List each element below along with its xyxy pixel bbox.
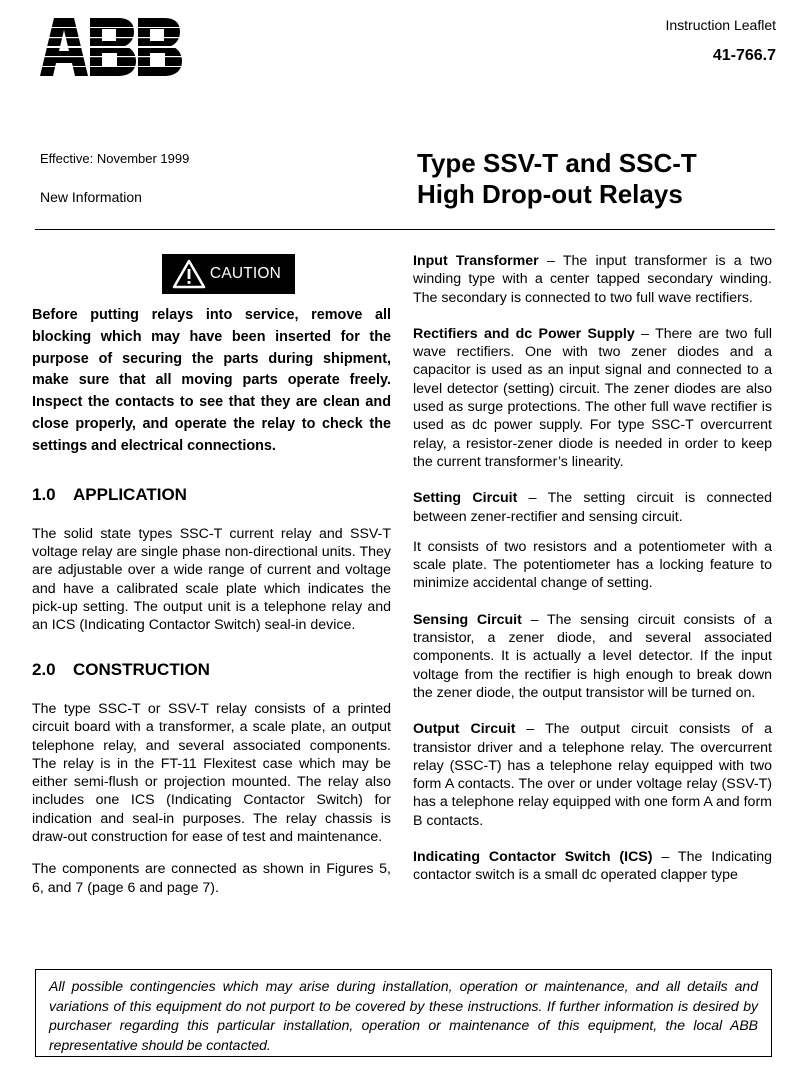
description: – The sensing circuit consists of a transistor, a zener diode, and several associated components. It is actually a level detector. If the input voltage from the rectifier is high enough to break down the zener diode, the output transistor will be turned on. [413,611,772,701]
abb-logo [40,18,182,76]
caution-banner [162,254,295,294]
paragraph-rectifiers [413,325,772,471]
description: – The output circuit consists of a transistor driver and a telephone relay. The overcurrent relay (SSC-T) has a telephone relay equipped with two form A contacts. The over or under voltage relay (SSV-T) has a telephone relay equipped with one form A and form B contacts. [413,721,772,829]
paragraph-ics [413,848,772,885]
term: Sensing Circuit [413,611,522,628]
term: Output Circuit [413,721,516,738]
page-title [417,148,697,210]
caution-label: CAUTION [209,264,282,282]
section-heading-construction [32,661,391,679]
new-information-label: New Information [40,189,142,205]
term: Input Transformer [413,253,539,269]
disclaimer-box: All possible contingencies which may arise during installation, operation or maintenance, and all details and variations of this equipment do not purport to be covered by these instructions. If further information is desired by purchaser regarding this particular installation, operation or maintenance of this equipment, the local ABB representative should be contacted. [35,969,772,1057]
application-paragraph: The solid state types SSC-T current relay and SSV-T voltage relay are single phase non-directional units. They are adjustable over a wide range of current and voltage and have a calibrated scale plate which indicates the pick-up setting. The output unit is a telephone relay and an ICS (Indicating Contactor Switch) seal-in device. [32,525,391,634]
title-line-2: High Drop-out Relays [417,179,683,209]
doc-type: Instruction Leaflet [665,17,776,33]
paragraph-sensing-circuit [413,611,772,702]
description: It consists of two resistors and a potentiometer with a scale plate. The potentiometer has a locking feature to minimize accidental change of setting. [413,538,772,592]
term: Setting Circuit [413,490,518,507]
description: – The Indicating contactor switch is a small dc operated clapper type [413,849,772,884]
paragraph-output-circuit [413,720,772,830]
section-heading-application [32,486,391,504]
term: Indicating Contactor Switch (ICS) [413,849,653,866]
warning-triangle-icon [172,259,206,289]
paragraph-setting-detail [413,538,772,593]
section-number: 1.0 [32,484,56,504]
paragraph-input-transformer [413,252,772,307]
section-number: 2.0 [32,659,56,679]
section-title: CONSTRUCTION [73,659,210,679]
doc-number: 41-766.7 [712,47,776,64]
description: – The setting circuit is connected between zener-rectifier and sensing circuit. [413,490,772,525]
construction-paragraph-2: The components are connected as shown in Figures 5, 6, and 7 (page 6 and page 7). [32,861,391,896]
caution-banner-wrap [32,254,391,298]
description: – There are two full wave rectifiers. One with two zener diodes and a capacitor is used as an input signal and connected to a level detector (setting) circuit. The zener diodes are also used as surge protections. The other full wave rectifier is used as dc power supply. For type SSC-T overcurrent relay, a resistor-zener diode is needed in order to keep the current transformer’s linearity. [413,325,772,470]
right-column [413,252,772,885]
description: – The input transformer is a two winding type with a center tapped secondary winding. The secondary is connected to two full wave rectifiers. [413,253,772,306]
effective-date: Effective: November 1999 [40,151,190,166]
caution-warning-text: Before putting relays into service, remove all blocking which may have been inserted for the purpose of securing the parts during shipment, make sure that all moving parts operate freely. Inspect the contacts to see that they are clean and close properly, and operate the relay to check the settings and electrical connections. [32,307,391,454]
paragraph-setting-circuit [413,489,772,526]
term: Rectifiers and dc Power Supply [413,325,635,342]
title-line-1: Type SSV-T and SSC-T [417,148,697,178]
header-divider [35,229,775,230]
section-title: APPLICATION [73,484,187,504]
construction-paragraph-1: The type SSC-T or SSV-T relay consists of a printed circuit board with a transformer, a scale plate, an output telephone relay, and several associated components. The relay is in the FT-11 Flexitest case which may be either semi-flush or projection mounted. The relay also includes one ICS (Indicating Contactor Switch) for indication and seal-in purposes. The relay chassis is draw-out construction for ease of test and maintenance. [32,700,391,846]
left-column [32,254,391,897]
